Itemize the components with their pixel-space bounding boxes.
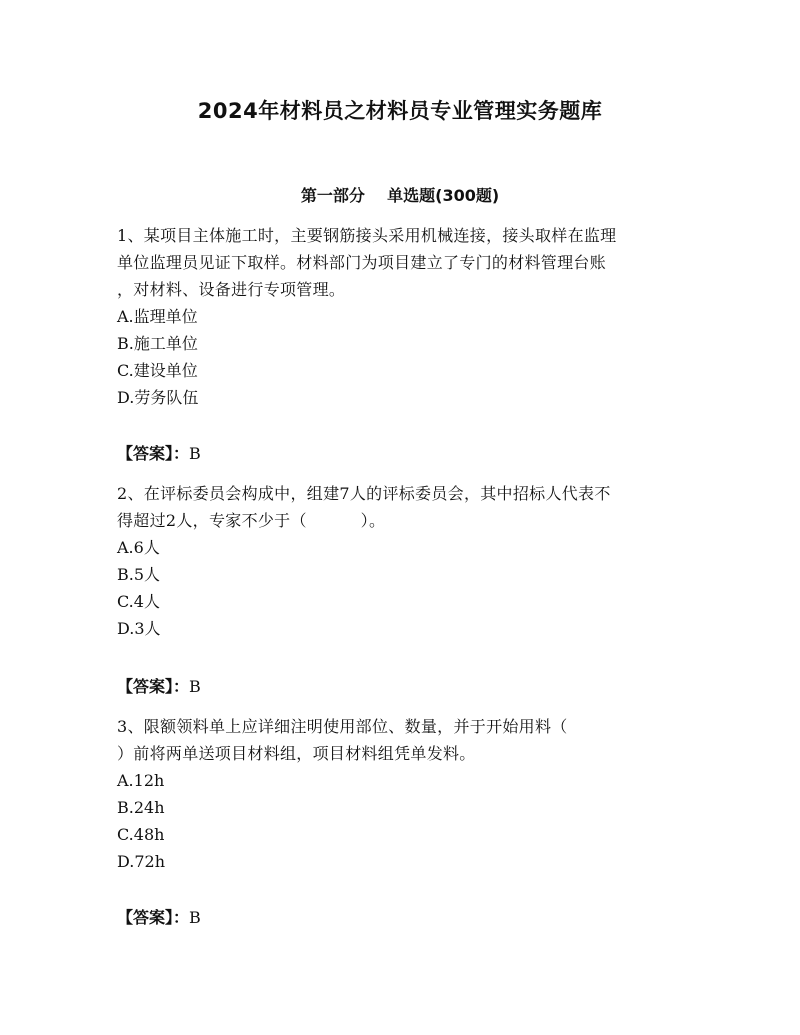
- section-heading: 第一部分 单选题(300题): [300, 186, 500, 205]
- document-title: 2024年材料员之材料员专业管理实务题库: [197, 99, 603, 123]
- answer-value: B: [189, 908, 201, 927]
- option-d: D.3人: [117, 619, 161, 638]
- question-text-line: 2、在评标委员会构成中，组建7人的评标委员会，其中招标人代表不: [117, 484, 611, 503]
- option-b: B.24h: [117, 798, 165, 817]
- question-3: [117, 713, 687, 875]
- question-text-line: 单位监理员见证下取样。材料部门为项目建立了专门的材料管理台账: [117, 253, 607, 272]
- option-a: A.12h: [117, 771, 165, 790]
- option-b: B.5人: [117, 565, 161, 584]
- answer-value: B: [189, 677, 201, 696]
- answer-label: 【答案】：: [117, 444, 190, 463]
- answer-label: 【答案】：: [117, 908, 190, 927]
- option-c: C.建设单位: [117, 361, 198, 380]
- option-d: D.72h: [117, 852, 166, 871]
- question-text-line: 1、某项目主体施工时，主要钢筋接头采用机械连接，接头取样在监理: [117, 226, 617, 245]
- question-text-line: 3、限额领料单上应详细注明使用部位、数量，并于开始用料（: [117, 717, 568, 736]
- question-2: [117, 480, 687, 642]
- question-text-line: ，对材料、设备进行专项管理。: [117, 280, 346, 299]
- answer-label: 【答案】：: [117, 677, 190, 696]
- question-text-line: ）前将两单送项目材料组，项目材料组凭单发料。: [117, 744, 476, 763]
- option-a: A.6人: [117, 538, 160, 557]
- answer-value: B: [189, 444, 201, 463]
- option-c: C.4人: [117, 592, 160, 611]
- question-1: [117, 222, 687, 411]
- question-text-line: 得超过2人，专家不少于（ ）。: [117, 511, 386, 530]
- option-b: B.施工单位: [117, 334, 198, 353]
- option-a: A.监理单位: [117, 307, 198, 326]
- option-d: D.劳务队伍: [117, 388, 199, 407]
- option-c: C.48h: [117, 825, 165, 844]
- answer-3: [117, 905, 201, 928]
- answer-2: [117, 674, 201, 697]
- answer-1: [117, 441, 201, 464]
